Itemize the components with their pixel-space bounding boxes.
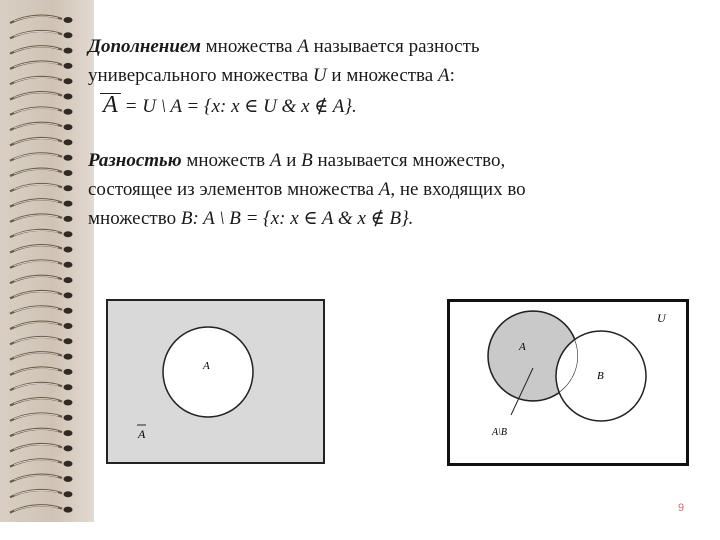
spiral-ring: [10, 31, 73, 38]
complement-definition: [88, 32, 480, 121]
spiral-ring: [10, 184, 73, 191]
spiral-ring: [10, 199, 73, 206]
difference-label: A\B: [492, 427, 507, 438]
spiral-ring: [10, 276, 73, 283]
spiral-ring: [10, 429, 73, 436]
spiral-ring: [10, 123, 73, 130]
circle-a-label: A: [203, 360, 210, 372]
difference-line-3: множество B: A \ B = {x: x ∈ A & x ∉ B}.: [88, 208, 414, 229]
difference-venn-diagram: [447, 299, 689, 467]
circle-a: [163, 327, 253, 417]
difference-definition: [88, 146, 526, 233]
page-number: 9: [678, 502, 685, 514]
spiral-ring: [10, 413, 73, 420]
complement-venn-diagram: [106, 299, 325, 464]
spiral-ring: [10, 475, 73, 482]
spiral-ring: [10, 291, 73, 298]
spiral-ring: [10, 322, 73, 329]
spiral-ring: [10, 383, 73, 390]
spiral-ring: [10, 505, 73, 512]
spiral-binding: [0, 0, 94, 522]
spiral-ring: [10, 62, 73, 69]
spiral-ring: [10, 16, 73, 23]
difference-line-2: состоящее из элементов множества A, не входящих во: [88, 179, 526, 200]
notebook-strip: [0, 0, 94, 522]
spiral-ring: [10, 306, 73, 313]
spiral-ring: [10, 245, 73, 252]
spiral-ring: [10, 92, 73, 99]
spiral-ring: [10, 459, 73, 466]
complement-line-2: универсального множества U и множества A:: [88, 65, 455, 86]
difference-term: Разностью: [88, 150, 182, 171]
spiral-ring: [10, 444, 73, 451]
spiral-ring: [10, 46, 73, 53]
spiral-ring: [10, 368, 73, 375]
circle-a-label: A: [519, 341, 526, 353]
circle-b-label: B: [597, 370, 604, 382]
spiral-ring: [10, 490, 73, 497]
complement-formula: A = U \ A = {x: x ∈ U & x ∉ A}.: [88, 92, 480, 121]
universe-label: U: [657, 311, 666, 325]
difference-line-1: Разностью множеств A и B называется множество,: [88, 150, 506, 171]
slide-bottom-bar: [0, 522, 720, 540]
complement-symbol: A: [100, 93, 121, 116]
spiral-ring: [10, 337, 73, 344]
complement-term: Дополнением: [88, 36, 201, 57]
spiral-ring: [10, 352, 73, 359]
spiral-ring: [10, 169, 73, 176]
spiral-ring: [10, 138, 73, 145]
spiral-ring: [10, 215, 73, 222]
complement-line-1: Дополнением множества A называется разность: [88, 36, 480, 57]
spiral-ring: [10, 398, 73, 405]
spiral-ring: [10, 230, 73, 237]
complement-label: A: [138, 427, 146, 441]
spiral-ring: [10, 153, 73, 160]
spiral-ring: [10, 260, 73, 267]
spiral-ring: [10, 77, 73, 84]
spiral-ring: [10, 107, 73, 114]
